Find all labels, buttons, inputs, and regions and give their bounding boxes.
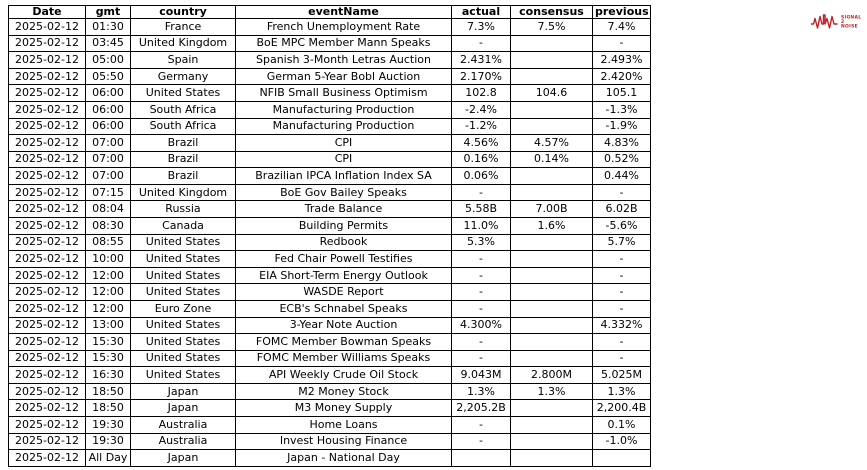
table-cell: NFIB Small Business Optimism xyxy=(236,85,452,102)
table-cell: Fed Chair Powell Testifies xyxy=(236,251,452,268)
table-cell: Home Loans xyxy=(236,416,452,433)
waveform-icon xyxy=(811,13,841,31)
table-cell: 102.8 xyxy=(452,85,511,102)
table-cell: - xyxy=(452,284,511,301)
table-cell: 4.56% xyxy=(452,135,511,152)
table-cell: Redbook xyxy=(236,234,452,251)
table-cell: 2025-02-12 xyxy=(9,68,86,85)
column-header: actual xyxy=(452,6,511,19)
table-cell: 3-Year Note Auction xyxy=(236,317,452,334)
table-cell: Manufacturing Production xyxy=(236,118,452,135)
table-cell: United States xyxy=(131,85,236,102)
signal-2-noise-logo xyxy=(811,13,864,31)
table-cell xyxy=(511,68,593,85)
table-cell: -1.3% xyxy=(593,101,651,118)
table-cell: - xyxy=(452,350,511,367)
table-cell: 15:30 xyxy=(86,334,131,351)
table-cell: 7.3% xyxy=(452,19,511,36)
table-cell: United States xyxy=(131,234,236,251)
logo-line-2: 2 xyxy=(841,18,845,25)
table-cell: - xyxy=(593,334,651,351)
table-row xyxy=(9,52,651,69)
table-cell: 104.6 xyxy=(511,85,593,102)
table-cell: 1.3% xyxy=(593,383,651,400)
table-cell: 06:00 xyxy=(86,101,131,118)
table-cell xyxy=(511,334,593,351)
table-row xyxy=(9,334,651,351)
table-cell: Brazil xyxy=(131,135,236,152)
table-cell: - xyxy=(452,334,511,351)
table-cell xyxy=(452,450,511,467)
logo-wordmark xyxy=(841,15,861,29)
table-cell xyxy=(511,101,593,118)
table-row xyxy=(9,118,651,135)
table-cell: 105.1 xyxy=(593,85,651,102)
table-cell xyxy=(511,234,593,251)
table-cell: EIA Short-Term Energy Outlook xyxy=(236,267,452,284)
table-cell xyxy=(511,251,593,268)
table-cell: 2025-02-12 xyxy=(9,317,86,334)
table-cell: 2025-02-12 xyxy=(9,201,86,218)
table-cell: 4.332% xyxy=(593,317,651,334)
column-header: country xyxy=(131,6,236,19)
table-cell: 2025-02-12 xyxy=(9,416,86,433)
table-cell: 4.300% xyxy=(452,317,511,334)
table-cell xyxy=(511,168,593,185)
table-cell: 10:00 xyxy=(86,251,131,268)
table-cell: M2 Money Stock xyxy=(236,383,452,400)
table-cell: 2025-02-12 xyxy=(9,334,86,351)
table-cell: 1.3% xyxy=(452,383,511,400)
table-cell: - xyxy=(593,267,651,284)
table-cell: - xyxy=(452,35,511,52)
table-cell: Euro Zone xyxy=(131,300,236,317)
table-cell: FOMC Member Williams Speaks xyxy=(236,350,452,367)
table-cell: 19:30 xyxy=(86,416,131,433)
table-cell: WASDE Report xyxy=(236,284,452,301)
table-cell: 2,205.2B xyxy=(452,400,511,417)
table-cell: Russia xyxy=(131,201,236,218)
table-cell: 0.1% xyxy=(593,416,651,433)
table-cell: Manufacturing Production xyxy=(236,101,452,118)
table-cell: 18:50 xyxy=(86,400,131,417)
table-cell: 0.52% xyxy=(593,151,651,168)
table-row xyxy=(9,68,651,85)
table-row xyxy=(9,300,651,317)
table-cell: 2025-02-12 xyxy=(9,284,86,301)
table-cell: France xyxy=(131,19,236,36)
table-cell: -1.9% xyxy=(593,118,651,135)
table-cell: 07:00 xyxy=(86,135,131,152)
logo-line-3: NOISE xyxy=(841,23,859,29)
table-row xyxy=(9,416,651,433)
table-cell: CPI xyxy=(236,151,452,168)
table-cell: 4.83% xyxy=(593,135,651,152)
table-cell: All Day xyxy=(86,450,131,467)
table-cell: - xyxy=(593,300,651,317)
table-cell: 2025-02-12 xyxy=(9,433,86,450)
table-row xyxy=(9,367,651,384)
table-cell: BoE Gov Bailey Speaks xyxy=(236,184,452,201)
table-cell: 07:00 xyxy=(86,151,131,168)
table-row xyxy=(9,234,651,251)
table-cell xyxy=(511,118,593,135)
table-cell: - xyxy=(593,284,651,301)
table-row xyxy=(9,85,651,102)
table-cell: 6.02B xyxy=(593,201,651,218)
table-cell: Germany xyxy=(131,68,236,85)
table-row xyxy=(9,383,651,400)
table-cell: 12:00 xyxy=(86,284,131,301)
table-cell: - xyxy=(593,350,651,367)
table-cell: 2025-02-12 xyxy=(9,218,86,235)
table-cell: 06:00 xyxy=(86,118,131,135)
table-cell: 2025-02-12 xyxy=(9,267,86,284)
table-cell xyxy=(511,317,593,334)
table-row xyxy=(9,35,651,52)
table-cell: 0.14% xyxy=(511,151,593,168)
table-cell: 7.00B xyxy=(511,201,593,218)
table-cell: FOMC Member Bowman Speaks xyxy=(236,334,452,351)
table-cell: 2025-02-12 xyxy=(9,184,86,201)
table-cell: 01:30 xyxy=(86,19,131,36)
table-cell: 2025-02-12 xyxy=(9,168,86,185)
table-cell: Japan xyxy=(131,400,236,417)
table-cell: South Africa xyxy=(131,118,236,135)
table-cell: United States xyxy=(131,267,236,284)
table-cell: Invest Housing Finance xyxy=(236,433,452,450)
table-cell: 4.57% xyxy=(511,135,593,152)
table-row xyxy=(9,135,651,152)
table-cell: 08:30 xyxy=(86,218,131,235)
table-cell xyxy=(511,300,593,317)
table-cell: Japan xyxy=(131,383,236,400)
table-cell: 03:45 xyxy=(86,35,131,52)
table-cell: Canada xyxy=(131,218,236,235)
table-cell: - xyxy=(452,251,511,268)
table-cell: Australia xyxy=(131,416,236,433)
table-cell: ECB's Schnabel Speaks xyxy=(236,300,452,317)
table-cell: 5.3% xyxy=(452,234,511,251)
table-cell: -1.2% xyxy=(452,118,511,135)
table-cell: 13:00 xyxy=(86,317,131,334)
table-cell: 16:30 xyxy=(86,367,131,384)
table-row xyxy=(9,168,651,185)
table-row xyxy=(9,218,651,235)
table-cell: 12:00 xyxy=(86,267,131,284)
table-cell: 7.4% xyxy=(593,19,651,36)
table-row xyxy=(9,201,651,218)
table-cell: Australia xyxy=(131,433,236,450)
table-cell: 2025-02-12 xyxy=(9,135,86,152)
table-cell: 05:50 xyxy=(86,68,131,85)
table-cell: -1.0% xyxy=(593,433,651,450)
table-cell: United States xyxy=(131,284,236,301)
table-cell: 5.58B xyxy=(452,201,511,218)
column-header: previous xyxy=(593,6,651,19)
column-header: Date xyxy=(9,6,86,19)
table-cell: United States xyxy=(131,317,236,334)
table-cell: Brazilian IPCA Inflation Index SA xyxy=(236,168,452,185)
table-cell: Spanish 3-Month Letras Auction xyxy=(236,52,452,69)
table-cell: 1.3% xyxy=(511,383,593,400)
table-cell: 2025-02-12 xyxy=(9,367,86,384)
table-cell xyxy=(511,400,593,417)
table-cell: 2025-02-12 xyxy=(9,118,86,135)
table-cell: - xyxy=(593,35,651,52)
table-cell: 0.06% xyxy=(452,168,511,185)
table-cell: 12:00 xyxy=(86,300,131,317)
table-cell: 2025-02-12 xyxy=(9,52,86,69)
table-cell: 05:00 xyxy=(86,52,131,69)
table-cell: 5.7% xyxy=(593,234,651,251)
table-row xyxy=(9,400,651,417)
table-cell: 2025-02-12 xyxy=(9,101,86,118)
column-header: eventName xyxy=(236,6,452,19)
table-cell: 0.44% xyxy=(593,168,651,185)
table-cell: - xyxy=(452,184,511,201)
table-cell: 18:50 xyxy=(86,383,131,400)
table-cell: BoE MPC Member Mann Speaks xyxy=(236,35,452,52)
table-cell: - xyxy=(593,184,651,201)
table-cell: 07:00 xyxy=(86,168,131,185)
table-cell: 2025-02-12 xyxy=(9,234,86,251)
table-cell xyxy=(593,450,651,467)
column-header: gmt xyxy=(86,6,131,19)
table-row xyxy=(9,19,651,36)
table-row xyxy=(9,101,651,118)
table-cell: United States xyxy=(131,334,236,351)
table-cell: M3 Money Supply xyxy=(236,400,452,417)
table-cell: -2.4% xyxy=(452,101,511,118)
table-cell: Japan - National Day xyxy=(236,450,452,467)
table-cell: 15:30 xyxy=(86,350,131,367)
table-row xyxy=(9,450,651,467)
table-row xyxy=(9,251,651,268)
table-cell: 7.5% xyxy=(511,19,593,36)
table-row xyxy=(9,151,651,168)
table-cell: 1.6% xyxy=(511,218,593,235)
table-cell: API Weekly Crude Oil Stock xyxy=(236,367,452,384)
table-cell: - xyxy=(593,251,651,268)
table-cell: Building Permits xyxy=(236,218,452,235)
table-cell: 2.493% xyxy=(593,52,651,69)
table-row xyxy=(9,267,651,284)
table-cell: Trade Balance xyxy=(236,201,452,218)
table-cell: United Kingdom xyxy=(131,184,236,201)
table-cell: 2025-02-12 xyxy=(9,450,86,467)
table-row xyxy=(9,184,651,201)
table-cell: United States xyxy=(131,251,236,268)
table-cell: 06:00 xyxy=(86,85,131,102)
table-cell: 2025-02-12 xyxy=(9,350,86,367)
table-cell: 2025-02-12 xyxy=(9,35,86,52)
table-row xyxy=(9,433,651,450)
table-cell: 11.0% xyxy=(452,218,511,235)
table-cell: 2025-02-12 xyxy=(9,19,86,36)
table-cell: 2025-02-12 xyxy=(9,85,86,102)
table-cell: Brazil xyxy=(131,151,236,168)
table-cell: 08:55 xyxy=(86,234,131,251)
logo-line-1: SIGNAL xyxy=(841,14,862,20)
table-cell: French Unemployment Rate xyxy=(236,19,452,36)
table-row xyxy=(9,284,651,301)
table-cell: 2,200.4B xyxy=(593,400,651,417)
table-cell xyxy=(511,35,593,52)
table-cell: 0.16% xyxy=(452,151,511,168)
table-cell: 2.431% xyxy=(452,52,511,69)
table-cell: -5.6% xyxy=(593,218,651,235)
table-cell xyxy=(511,52,593,69)
table-cell: 2025-02-12 xyxy=(9,383,86,400)
table-cell: CPI xyxy=(236,135,452,152)
table-cell: 2.420% xyxy=(593,68,651,85)
table-cell: United Kingdom xyxy=(131,35,236,52)
table-cell xyxy=(511,416,593,433)
table-header-row xyxy=(9,6,651,19)
table-cell xyxy=(511,267,593,284)
table-cell: 2025-02-12 xyxy=(9,400,86,417)
table-cell: - xyxy=(452,267,511,284)
table-cell: Brazil xyxy=(131,168,236,185)
table-cell xyxy=(511,450,593,467)
table-cell: - xyxy=(452,416,511,433)
table-cell: Japan xyxy=(131,450,236,467)
table-cell: 2.800M xyxy=(511,367,593,384)
table-cell: South Africa xyxy=(131,101,236,118)
table-cell: 2025-02-12 xyxy=(9,251,86,268)
table-cell: 2.170% xyxy=(452,68,511,85)
table-cell: United States xyxy=(131,367,236,384)
event-table-body xyxy=(9,19,651,467)
table-cell: 2025-02-12 xyxy=(9,151,86,168)
table-cell: - xyxy=(452,300,511,317)
table-cell: 07:15 xyxy=(86,184,131,201)
table-row xyxy=(9,317,651,334)
table-cell: - xyxy=(452,433,511,450)
table-cell xyxy=(511,433,593,450)
table-row xyxy=(9,350,651,367)
table-cell xyxy=(511,284,593,301)
table-cell xyxy=(511,184,593,201)
column-header: consensus xyxy=(511,6,593,19)
table-cell: 08:04 xyxy=(86,201,131,218)
table-cell xyxy=(511,350,593,367)
table-cell: 5.025M xyxy=(593,367,651,384)
table-cell: 2025-02-12 xyxy=(9,300,86,317)
table-cell: 19:30 xyxy=(86,433,131,450)
table-cell: United States xyxy=(131,350,236,367)
table-cell: Spain xyxy=(131,52,236,69)
table-cell: German 5-Year Bobl Auction xyxy=(236,68,452,85)
table-cell: 9.043M xyxy=(452,367,511,384)
economic-calendar-table xyxy=(8,5,651,467)
